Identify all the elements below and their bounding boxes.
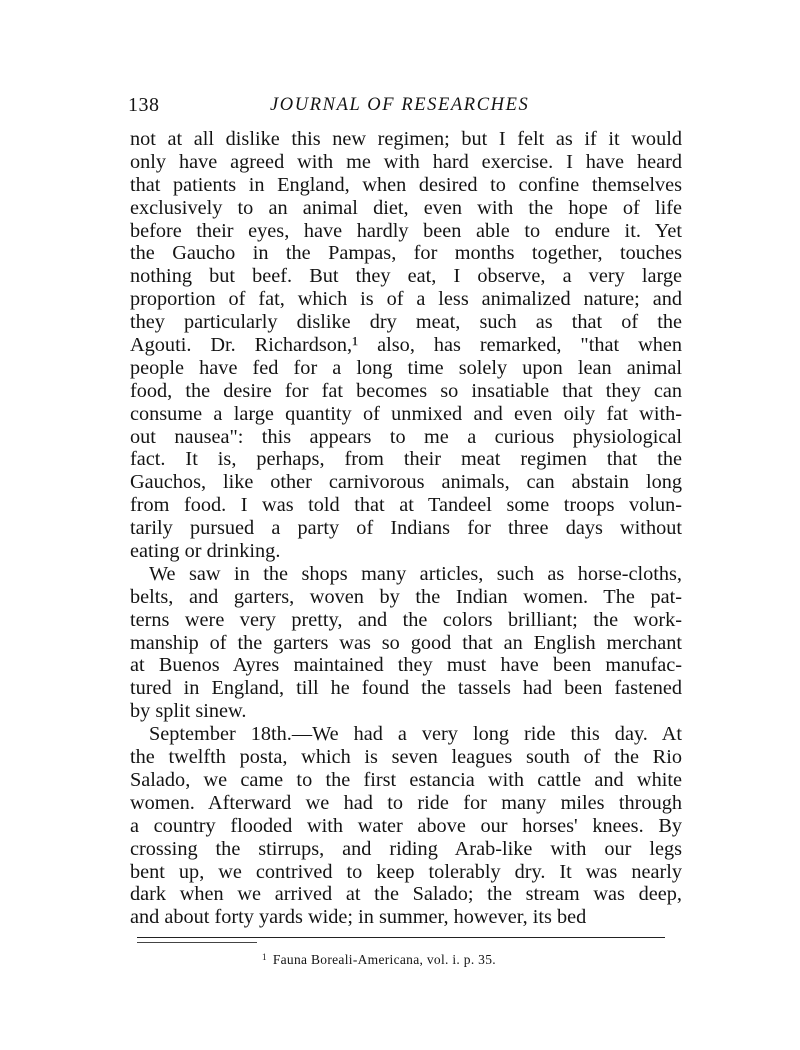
running-head bbox=[128, 94, 688, 120]
text-line: not at all dislike this new regimen; but I felt as if it would bbox=[130, 128, 682, 150]
text-line: and about forty yards wide; in summer, however, its bed bbox=[130, 906, 587, 929]
footnote-rule bbox=[137, 937, 665, 938]
text-line: they particularly dislike dry meat, such as that of the bbox=[130, 311, 682, 334]
text-line: September 18th.—We had a very long ride this day. At bbox=[149, 723, 682, 746]
text-line: the Gaucho in the Pampas, for months together, touches bbox=[130, 242, 682, 265]
footnote-text: Fauna Boreali-Americana, vol. i. p. 35. bbox=[272, 952, 496, 967]
text-line: manship of the garters was so good that an English merchant bbox=[130, 631, 682, 654]
footnote-marker: 1 bbox=[262, 952, 267, 962]
text-line: out nausea": this appears to me a curious physiological bbox=[130, 425, 682, 448]
text-line: food, the desire for fat becomes so insatiable that they can bbox=[130, 379, 682, 402]
text-line: Agouti. Dr. Richardson,¹ also, has remarked, "that when bbox=[130, 334, 682, 357]
text-line: nothing but beef. But they eat, I observe, a very large bbox=[130, 265, 682, 288]
text-line: eating or drinking. bbox=[130, 540, 281, 563]
text-line: tarily pursued a party of Indians for three days without bbox=[130, 517, 682, 540]
text-line: terns were very pretty, and the colors brilliant; the work- bbox=[130, 608, 682, 631]
text-line: by split sinew. bbox=[130, 700, 247, 723]
text-line: dark when we arrived at the Salado; the stream was deep, bbox=[130, 883, 682, 906]
text-line: tured in England, till he found the tassels had been fastened bbox=[130, 677, 682, 700]
text-line: Gauchos, like other carnivorous animals, can abstain long bbox=[130, 471, 682, 494]
text-line: at Buenos Ayres maintained they must have been manufac- bbox=[130, 654, 682, 677]
text-line: a country flooded with water above our horses' knees. By bbox=[130, 814, 682, 837]
text-line: proportion of fat, which is of a less animalized nature; and bbox=[130, 288, 682, 311]
text-line: belts, and garters, woven by the Indian women. The pat- bbox=[130, 585, 682, 608]
body-text bbox=[130, 128, 682, 929]
text-line: only have agreed with me with hard exercise. I have heard bbox=[130, 150, 682, 173]
footnote-rule-short bbox=[137, 942, 257, 943]
text-line: women. Afterward we had to ride for many miles through bbox=[130, 791, 682, 814]
text-line: fact. It is, perhaps, from their meat regimen that the bbox=[130, 448, 682, 471]
text-line: that patients in England, when desired to confine themselves bbox=[130, 173, 682, 196]
text-line: people have fed for a long time solely upon lean animal bbox=[130, 356, 682, 379]
text-line: before their eyes, have hardly been able to endure it. Yet bbox=[130, 219, 682, 242]
footnote bbox=[262, 952, 496, 968]
text-line: bent up, we contrived to keep tolerably dry. It was nearly bbox=[130, 860, 682, 883]
page-number: 138 bbox=[128, 94, 160, 116]
text-line: We saw in the shops many articles, such as horse-cloths, bbox=[149, 562, 682, 585]
text-line: the twelfth posta, which is seven leagues south of the Rio bbox=[130, 746, 682, 769]
text-line: consume a large quantity of unmixed and even oily fat with- bbox=[130, 402, 682, 425]
text-line: Salado, we came to the first estancia with cattle and white bbox=[130, 768, 682, 791]
text-line: exclusively to an animal diet, even with the hope of life bbox=[130, 196, 682, 219]
text-line: from food. I was told that at Tandeel some troops volun- bbox=[130, 494, 682, 517]
text-line: crossing the stirrups, and riding Arab-like with our legs bbox=[130, 837, 682, 860]
running-title: JOURNAL OF RESEARCHES bbox=[270, 95, 530, 115]
